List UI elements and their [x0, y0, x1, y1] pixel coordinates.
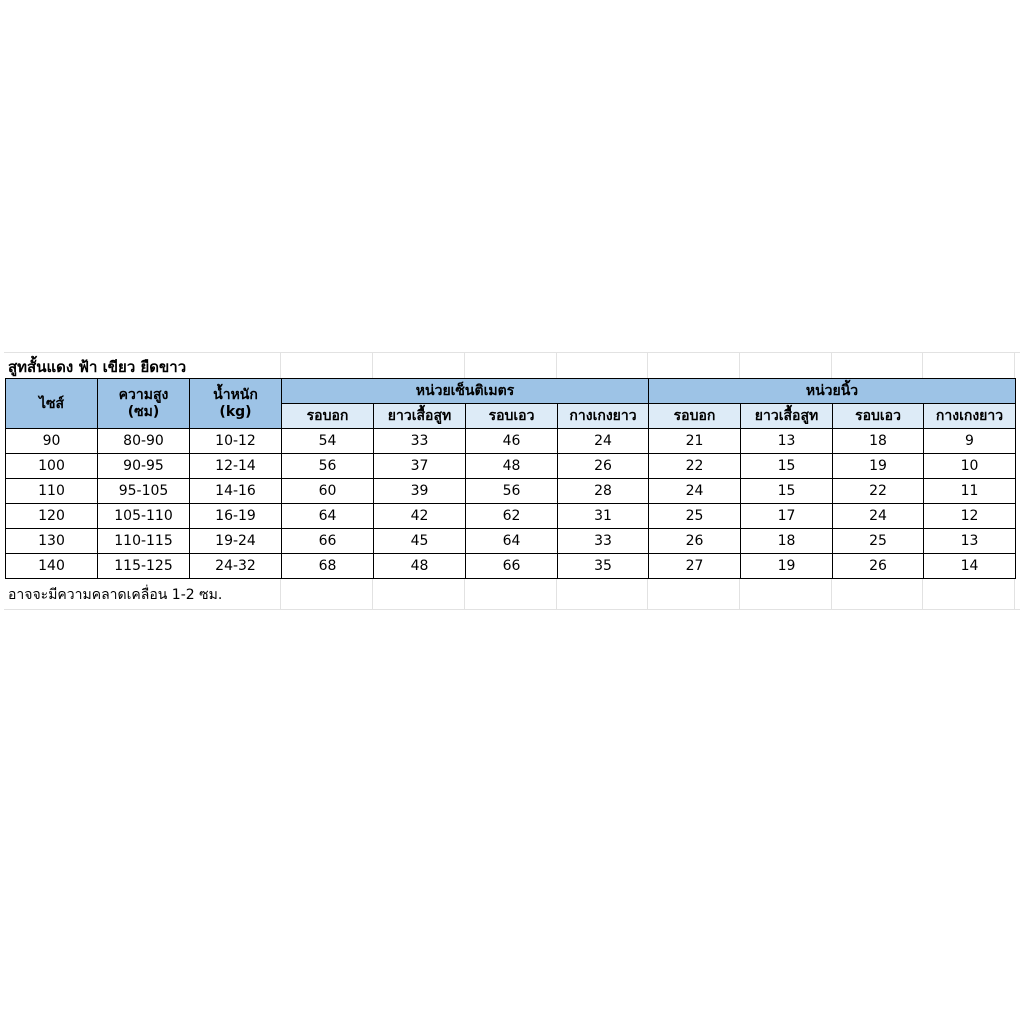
cell-inch-waist: 25 [833, 529, 924, 554]
cell-height: 105-110 [98, 504, 190, 529]
sheet-title: สูทสั้นแดง ฟ้า เขียว ยืดขาว [8, 358, 187, 376]
table-row [6, 479, 1016, 504]
cell-inch-chest: 22 [649, 454, 741, 479]
cell-inch-jacket-length: 17 [741, 504, 833, 529]
cell-cm-pants-length: 31 [558, 504, 649, 529]
cell-size: 110 [6, 479, 98, 504]
cell-cm-waist: 64 [466, 529, 558, 554]
cell-weight: 19-24 [190, 529, 282, 554]
cell-inch-pants-length: 14 [924, 554, 1016, 579]
subheader-inch-waist: รอบเอว [833, 404, 924, 429]
cell-height: 95-105 [98, 479, 190, 504]
cell-cm-pants-length: 28 [558, 479, 649, 504]
table-row [6, 429, 1016, 454]
cell-height: 115-125 [98, 554, 190, 579]
cell-cm-waist: 46 [466, 429, 558, 454]
cell-size: 140 [6, 554, 98, 579]
cell-size: 130 [6, 529, 98, 554]
cell-inch-chest: 26 [649, 529, 741, 554]
cell-cm-jacket-length: 45 [374, 529, 466, 554]
header-group-cm: หน่วยเซ็นติเมตร [282, 379, 649, 404]
subheader-inch-pants-length: กางเกงยาว [924, 404, 1016, 429]
cell-cm-waist: 48 [466, 454, 558, 479]
cell-cm-pants-length: 33 [558, 529, 649, 554]
table-row [6, 529, 1016, 554]
cell-inch-pants-length: 9 [924, 429, 1016, 454]
cell-inch-pants-length: 10 [924, 454, 1016, 479]
cell-cm-jacket-length: 33 [374, 429, 466, 454]
cell-inch-waist: 22 [833, 479, 924, 504]
cell-cm-chest: 64 [282, 504, 374, 529]
cell-inch-jacket-length: 18 [741, 529, 833, 554]
tolerance-note: อาจจะมีความคลาดเคลื่อน 1-2 ซม. [8, 587, 223, 603]
cell-inch-jacket-length: 15 [741, 454, 833, 479]
cell-weight: 14-16 [190, 479, 282, 504]
cell-inch-jacket-length: 19 [741, 554, 833, 579]
table-row [6, 504, 1016, 529]
subheader-cm-pants-length: กางเกงยาว [558, 404, 649, 429]
cell-cm-pants-length: 35 [558, 554, 649, 579]
cell-height: 80-90 [98, 429, 190, 454]
cell-inch-waist: 24 [833, 504, 924, 529]
subheader-cm-waist: รอบเอว [466, 404, 558, 429]
cell-weight: 24-32 [190, 554, 282, 579]
subheader-cm-chest: รอบอก [282, 404, 374, 429]
cell-cm-pants-length: 26 [558, 454, 649, 479]
cell-inch-waist: 26 [833, 554, 924, 579]
cell-cm-chest: 54 [282, 429, 374, 454]
cell-inch-waist: 19 [833, 454, 924, 479]
subheader-inch-chest: รอบอก [649, 404, 741, 429]
cell-inch-jacket-length: 13 [741, 429, 833, 454]
cell-inch-chest: 21 [649, 429, 741, 454]
subheader-cm-jacket-length: ยาวเสื้อสูท [374, 404, 466, 429]
gridline [4, 609, 1020, 610]
table-row [6, 554, 1016, 579]
cell-inch-jacket-length: 15 [741, 479, 833, 504]
cell-size: 100 [6, 454, 98, 479]
header-group-inch: หน่วยนิ้ว [649, 379, 1016, 404]
cell-cm-chest: 56 [282, 454, 374, 479]
size-chart-table [5, 378, 1016, 579]
cell-inch-pants-length: 11 [924, 479, 1016, 504]
cell-cm-chest: 60 [282, 479, 374, 504]
cell-inch-chest: 24 [649, 479, 741, 504]
cell-height: 110-115 [98, 529, 190, 554]
gridline [4, 352, 1020, 353]
header-weight [190, 379, 282, 429]
cell-weight: 10-12 [190, 429, 282, 454]
subheader-inch-jacket-length: ยาวเสื้อสูท [741, 404, 833, 429]
cell-inch-pants-length: 12 [924, 504, 1016, 529]
header-height-unit: (ซม) [127, 403, 160, 420]
table-row [6, 454, 1016, 479]
header-weight-label: น้ำหนัก [213, 386, 258, 403]
cell-cm-waist: 56 [466, 479, 558, 504]
cell-cm-jacket-length: 42 [374, 504, 466, 529]
cell-weight: 12-14 [190, 454, 282, 479]
header-size: ไซส์ [6, 379, 98, 429]
header-height-label: ความสูง [118, 386, 169, 403]
cell-cm-jacket-length: 37 [374, 454, 466, 479]
cell-cm-chest: 68 [282, 554, 374, 579]
cell-cm-pants-length: 24 [558, 429, 649, 454]
cell-cm-chest: 66 [282, 529, 374, 554]
header-height [98, 379, 190, 429]
cell-weight: 16-19 [190, 504, 282, 529]
cell-cm-waist: 62 [466, 504, 558, 529]
cell-size: 90 [6, 429, 98, 454]
cell-cm-waist: 66 [466, 554, 558, 579]
cell-inch-chest: 25 [649, 504, 741, 529]
cell-inch-chest: 27 [649, 554, 741, 579]
cell-height: 90-95 [98, 454, 190, 479]
cell-size: 120 [6, 504, 98, 529]
cell-inch-waist: 18 [833, 429, 924, 454]
cell-inch-pants-length: 13 [924, 529, 1016, 554]
cell-cm-jacket-length: 48 [374, 554, 466, 579]
header-weight-unit: (kg) [219, 403, 252, 420]
cell-cm-jacket-length: 39 [374, 479, 466, 504]
